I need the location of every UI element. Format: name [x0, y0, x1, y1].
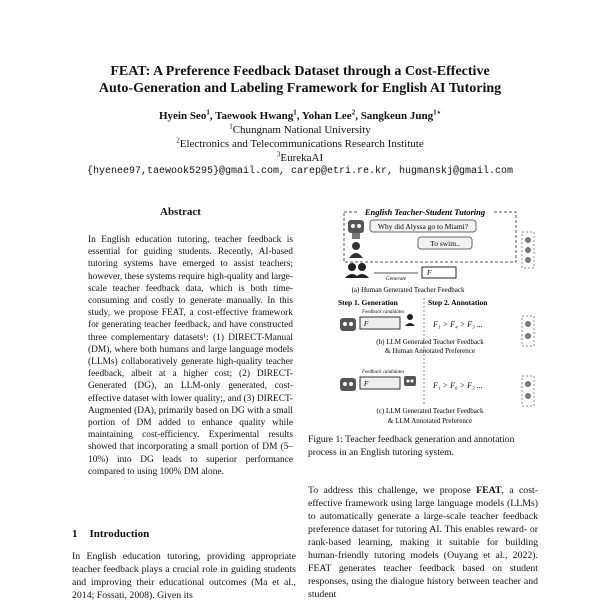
section-title: Introduction — [89, 528, 150, 540]
llm-robot-icon-b — [340, 318, 356, 331]
panel-c-label-1: (c) LLM Generated Teacher Feedback — [376, 407, 484, 415]
llm-robot-icon-c — [340, 378, 356, 391]
right-para-lead: To address this challenge, we propose — [308, 485, 477, 496]
author-4: Sangkeun Jung — [360, 110, 434, 122]
author-emails: {hyenee97,taewook5295}@gmail.com, carep@etri.re.kr, hugmanskj@gmail.com — [86, 166, 514, 177]
affiliation-1-text: Chungnam National University — [232, 124, 371, 136]
affiliation-2 — [60, 137, 540, 151]
author-3: Yohan Lee — [301, 110, 352, 122]
panel-a-label: (a) Human Generated Teacher Feedback — [351, 286, 465, 294]
figure-1 — [330, 204, 540, 432]
feedback-candidates-c: Feedback candidates — [362, 370, 405, 375]
step-2-label: Step 2. Annotation — [428, 298, 488, 307]
affiliation-1 — [60, 123, 540, 137]
abstract-heading: Abstract — [160, 206, 201, 218]
side-column-b — [522, 316, 534, 346]
preference-order-c: F₁ > F₆ > F₃ ... — [433, 381, 483, 390]
llm-annotator-icon — [404, 376, 416, 386]
feedback-stack-c-label: F — [364, 380, 369, 388]
right-column-paragraph — [308, 484, 538, 601]
generate-label: Generate — [385, 276, 407, 282]
author-2-sup: 1 — [293, 108, 297, 117]
author-1: Hyein Seo — [158, 110, 207, 122]
panel-c-label-2: & LLM Annotated Preference — [387, 417, 473, 425]
author-1-sup: 1 — [206, 108, 210, 117]
history-dot-1 — [525, 237, 531, 243]
history-dot-2 — [525, 247, 531, 253]
tutoring-box-title: English Teacher-Student Tutoring — [364, 207, 486, 217]
history-dot-3 — [525, 257, 531, 263]
feedback-candidates-b: Feedback candidates — [362, 310, 405, 315]
author-4-sup: 1⋆ — [433, 108, 442, 117]
figure-caption: Figure 1: Teacher feedback generation and annotation process in an English tutoring system. — [308, 434, 515, 458]
author-block — [60, 109, 540, 179]
author-3-sup: 2 — [351, 108, 356, 117]
human-group-icon — [345, 263, 369, 278]
side-column-c — [522, 376, 534, 406]
feedback-label-a: F — [427, 268, 432, 277]
author-names: Hyein Seo$^1$, Taewook Hwang$^1$, Yohan Lee$^2$, Sangkeun Jung$^{1⋆}$ — [158, 108, 442, 122]
introduction-body: In English education tutoring, providing appropriate teacher feedback plays a crucial role in guiding students and improving their educational outcomes (Ma et al., 2014; Fossati, 2008). Given its — [72, 551, 296, 601]
abstract-body: In English education tutoring, teacher feedback is essential for guiding students. Recently, AI-based tutoring systems have emerged to assist teachers; however, these systems require high-quality and large-scale teacher feedback data, which is both time-consuming and costly to generate manually. In this study, we propose FEAT, a cost-effective framework for generating teacher feedback, and have constructed three complementary datasets¹: (1) DIRECT-Manual (DM), where both humans and large language models (LLMs) collaboratively generate high-quality teacher feedback, albeit at a higher cost; (2) DIRECT-Generated (DG), an LLM-only generated, cost-effective dataset with lower quality;, and (3) DIRECT-Augmented (DA), primarily based on DG with a small portion of DM added to enhance quality while maintaining cost-efficiency. Experimental results showed that incorporating a small portion of DM (5–10%) into DG leads to superior performance compared to using 100% DM alone. — [88, 235, 293, 477]
affiliation-2-text: Electronics and Telecommunications Research Institute — [179, 138, 424, 150]
affiliation-3-sup: 3 — [276, 150, 281, 159]
paper-title — [60, 63, 540, 97]
affiliation-2-sup: 2 — [176, 136, 180, 145]
affiliation-3-text: EurekaAI — [280, 152, 324, 164]
side-dot-c2 — [525, 393, 531, 399]
title-line-2: Auto-Generation and Labeling Framework for English AI Tutoring — [98, 81, 502, 96]
panel-b-label-1: (b) LLM Generated Teacher Feedback — [376, 338, 484, 346]
panel-b-label-2: & Human Annotated Preference — [385, 347, 475, 355]
student-bubble-text: To swim.. — [430, 239, 460, 248]
affiliation-1-sup: 1 — [229, 122, 233, 131]
feedback-stack-b-label: F — [364, 320, 369, 328]
right-para-rest: , a cost-effective framework using large language models (LLMs) to automatically generate a large-scale teacher feedback preference dataset for tutoring AI. This enables reward- or rank-based learning, making it suitable for building human-friendly tutoring models (Ouyang et al., 2022). FEAT generates teacher feedback based on student responses, using the dialogue history between teacher and student — [308, 485, 538, 600]
teacher-bubble-text: Why did Alyssa go to Miami? — [377, 222, 469, 231]
title-line-1: FEAT: A Preference Feedback Dataset through a Cost-Effective — [110, 64, 490, 79]
student-icon — [349, 242, 363, 258]
step-1-label: Step 1. Generation — [338, 298, 398, 307]
teacher-robot-icon — [348, 220, 364, 239]
section-number: 1 — [72, 528, 78, 540]
author-2: Taewook Hwang — [215, 110, 294, 122]
affiliation-3 — [60, 151, 540, 165]
side-dot-b1 — [525, 321, 531, 327]
side-dot-c1 — [525, 381, 531, 387]
section-heading-introduction — [72, 528, 149, 540]
right-para-bold: FEAT — [476, 485, 502, 496]
side-dot-b2 — [525, 333, 531, 339]
human-annotator-icon — [405, 314, 415, 326]
preference-order-b: F₁ > F₄ > F₃ ... — [433, 320, 483, 329]
